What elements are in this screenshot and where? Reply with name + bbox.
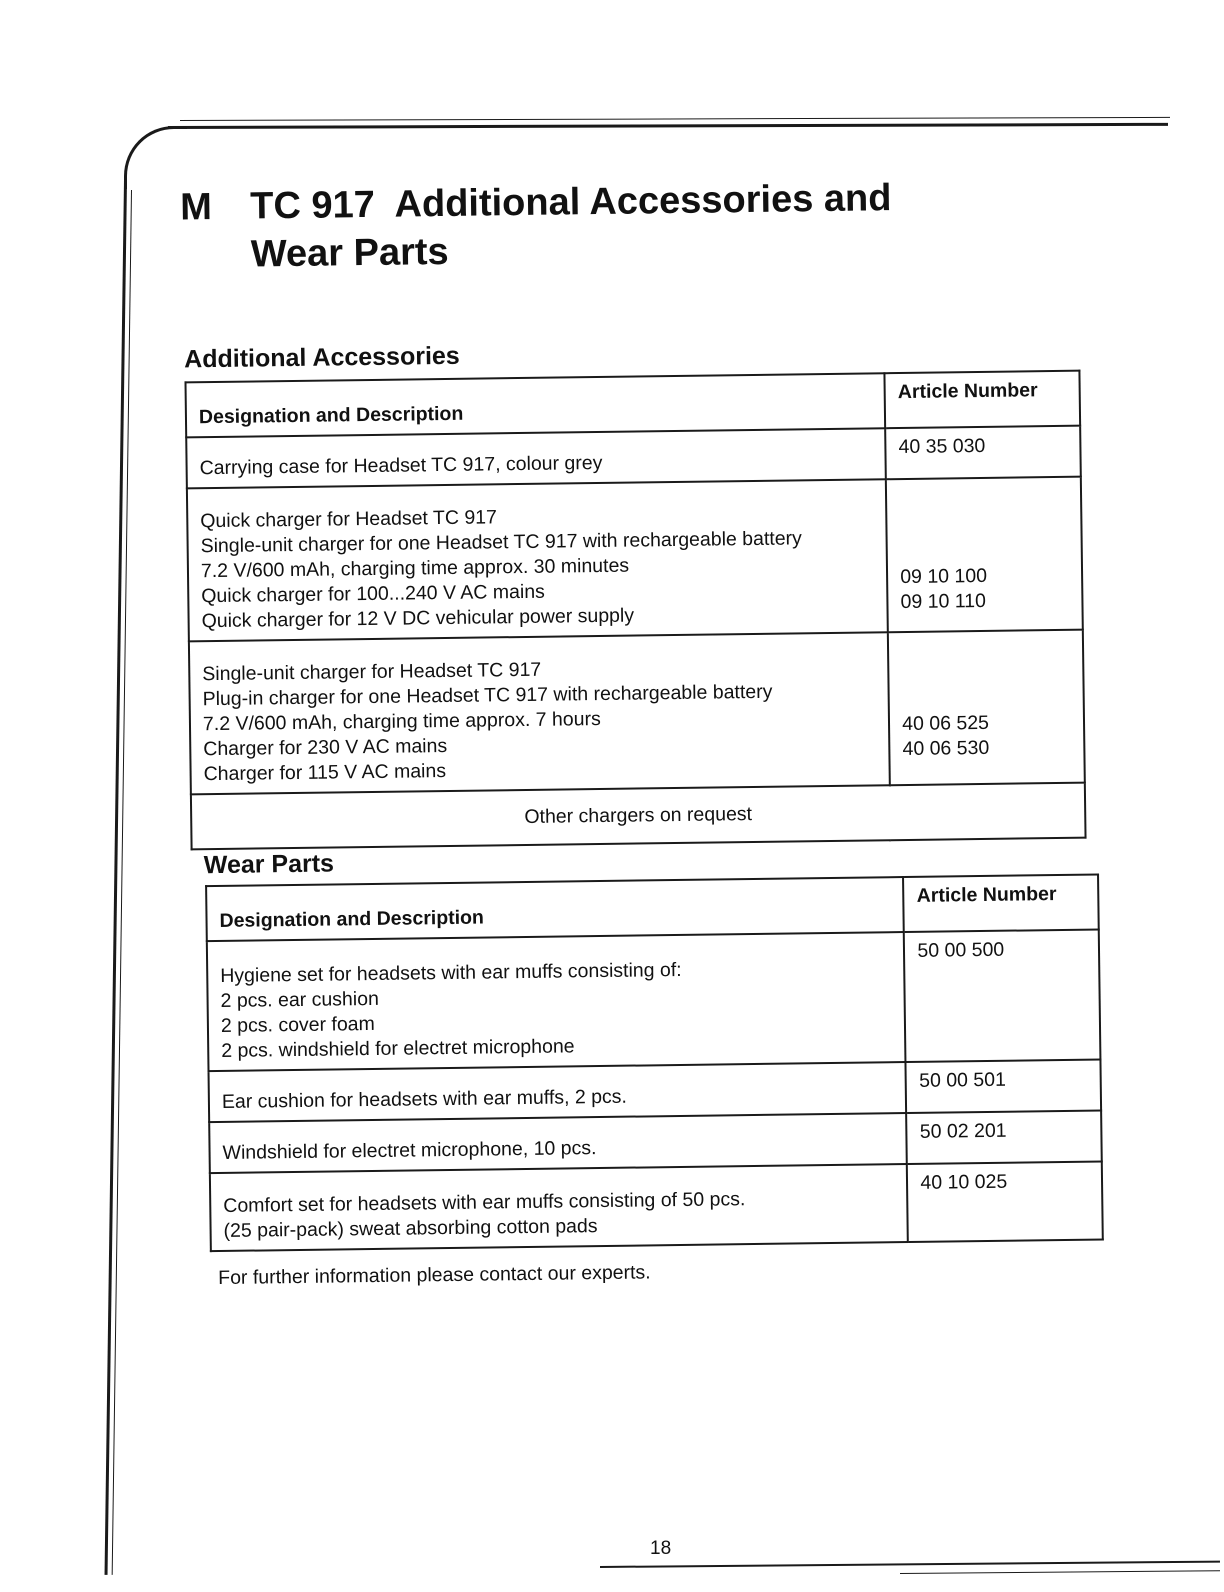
column-header-description: Designation and Description (206, 877, 904, 941)
description-line: 2 pcs. ear cushion (220, 987, 379, 1012)
description-line: 2 pcs. windshield for electret microphone (221, 1035, 575, 1062)
chapter-title-line: Wear Parts (250, 230, 449, 276)
wear-parts-table (205, 873, 1104, 1252)
table-row (187, 477, 1083, 642)
contact-note: For further information please contact our experts. (218, 1261, 651, 1290)
chapter-title (250, 173, 971, 278)
description-cell (186, 428, 886, 488)
chapter-heading (180, 173, 971, 279)
description-line: Quick charger for 12 V DC vehicular power supply (201, 604, 635, 633)
description-line: Single-unit charger for one Headset TC 917 with rechargeable battery (200, 527, 802, 558)
article-number: 09 10 110 (900, 589, 987, 614)
article-number-cell (904, 929, 1100, 1062)
column-header-article-number: Article Number (885, 371, 1081, 429)
description-line: Plug-in charger for one Headset TC 917 with rechargeable battery (202, 680, 773, 711)
description-line: Ear cushion for headsets with ear muffs, 2 pcs. (221, 1085, 628, 1113)
description-line: Charger for 115 V AC mains (203, 760, 447, 786)
table-row (189, 630, 1085, 795)
article-number-cell (888, 630, 1085, 786)
table-row (207, 929, 1101, 1071)
article-number: 50 00 501 (918, 1068, 1007, 1092)
section-heading-wear-parts: Wear Parts (203, 849, 335, 880)
chapter-letter: M (179, 186, 213, 229)
description-cell (209, 1062, 907, 1122)
article-number-cell (907, 1161, 1103, 1242)
article-number-cell (886, 477, 1083, 633)
article-number: 40 06 525 (902, 711, 990, 736)
section-heading-accessories: Additional Accessories (184, 341, 460, 374)
description-line: 2 pcs. cover foam (220, 1012, 375, 1037)
article-number-cell (885, 426, 1080, 480)
description-line: (25 pair-pack) sweat absorbing cotton pads (223, 1215, 598, 1242)
column-header-description: Designation and Description (185, 373, 885, 437)
article-number: 40 35 030 (898, 434, 986, 459)
description-cell (210, 1164, 908, 1251)
article-number-cell (906, 1059, 1101, 1113)
article-number: 50 02 201 (919, 1119, 1007, 1143)
article-number: 09 10 100 (900, 564, 988, 589)
article-number-cell (907, 1110, 1102, 1164)
page-number: 18 (650, 1538, 672, 1559)
description-line: 7.2 V/600 mAh, charging time approx. 30 minutes (200, 554, 630, 583)
description-cell (187, 479, 888, 641)
note-cell: Other chargers on request (191, 783, 1086, 850)
description-line: Quick charger for 100...240 V AC mains (201, 580, 546, 608)
article-number: 40 06 530 (902, 736, 990, 761)
description-line: Charger for 230 V AC mains (203, 734, 448, 761)
description-line: Windshield for electret microphone, 10 pcs. (222, 1137, 597, 1164)
accessories-table (184, 370, 1086, 851)
description-line: Single-unit charger for Headset TC 917 (202, 658, 542, 686)
description-line: Comfort set for headsets with ear muffs consisting of 50 pcs. (223, 1188, 746, 1217)
column-header-article-number: Article Number (903, 874, 1098, 932)
description-line: Quick charger for Headset TC 917 (200, 506, 498, 533)
table-row-note (191, 783, 1086, 850)
chapter-title-line: TC 917 Additional Accessories and (249, 177, 892, 228)
description-cell (189, 632, 890, 794)
description-cell (209, 1113, 907, 1173)
description-line: Hygiene set for headsets with ear muffs consisting of: (220, 958, 682, 987)
description-line: Carrying case for Headset TC 917, colour grey (199, 451, 603, 480)
article-number: 50 00 500 (917, 938, 1005, 962)
article-number: 40 10 025 (920, 1170, 1008, 1194)
description-cell (207, 932, 906, 1071)
description-line: 7.2 V/600 mAh, charging time approx. 7 hours (202, 707, 601, 736)
table-row (210, 1161, 1103, 1251)
